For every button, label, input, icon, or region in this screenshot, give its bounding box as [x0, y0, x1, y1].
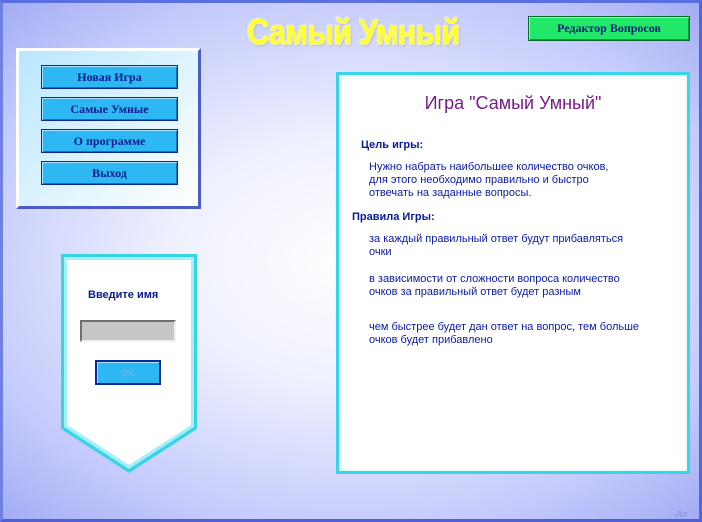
goal-line: отвечать на заданные вопросы. [369, 187, 532, 199]
rule-line: очков за правильный ответ будет разным [369, 286, 581, 298]
rule-line: чем быстрее будет дан ответ на вопрос, тем больше [369, 321, 640, 333]
rule-line: в зависимости от сложности вопроса количество [369, 273, 620, 285]
about-button[interactable]: О программе [41, 129, 178, 153]
goal-heading: Цель игры: [361, 139, 424, 151]
question-editor-button[interactable]: Редактор Вопросов [528, 16, 690, 41]
name-input[interactable] [80, 320, 176, 342]
rule-item [369, 233, 659, 259]
rules-heading: Правила Игры: [352, 211, 435, 223]
rule-line: очков будет прибавлено [369, 334, 493, 346]
info-title: Игра "Самый Умный" [424, 93, 602, 113]
rule-line: за каждый правильный ответ будут прибавляться [369, 233, 624, 245]
new-game-button[interactable]: Новая Игра [41, 65, 178, 89]
name-prompt-label: Введите имя [88, 289, 159, 301]
main-menu-panel [16, 48, 201, 209]
goal-line: Нужно набрать наибольшее количество очков, [369, 161, 609, 173]
rule-item [369, 273, 659, 299]
goal-description [369, 161, 659, 200]
top-players-button[interactable]: Самые Умные [41, 97, 178, 121]
rule-line: очки [369, 246, 392, 258]
corner-mark: Ал [676, 509, 688, 519]
ok-button[interactable]: OK [95, 360, 161, 385]
rule-item [369, 321, 659, 347]
goal-line: для этого необходимо правильно и быстро [369, 174, 589, 186]
app-title: Самый Умный [246, 11, 460, 52]
exit-button[interactable]: Выход [41, 161, 178, 185]
game-info-panel [336, 72, 690, 474]
